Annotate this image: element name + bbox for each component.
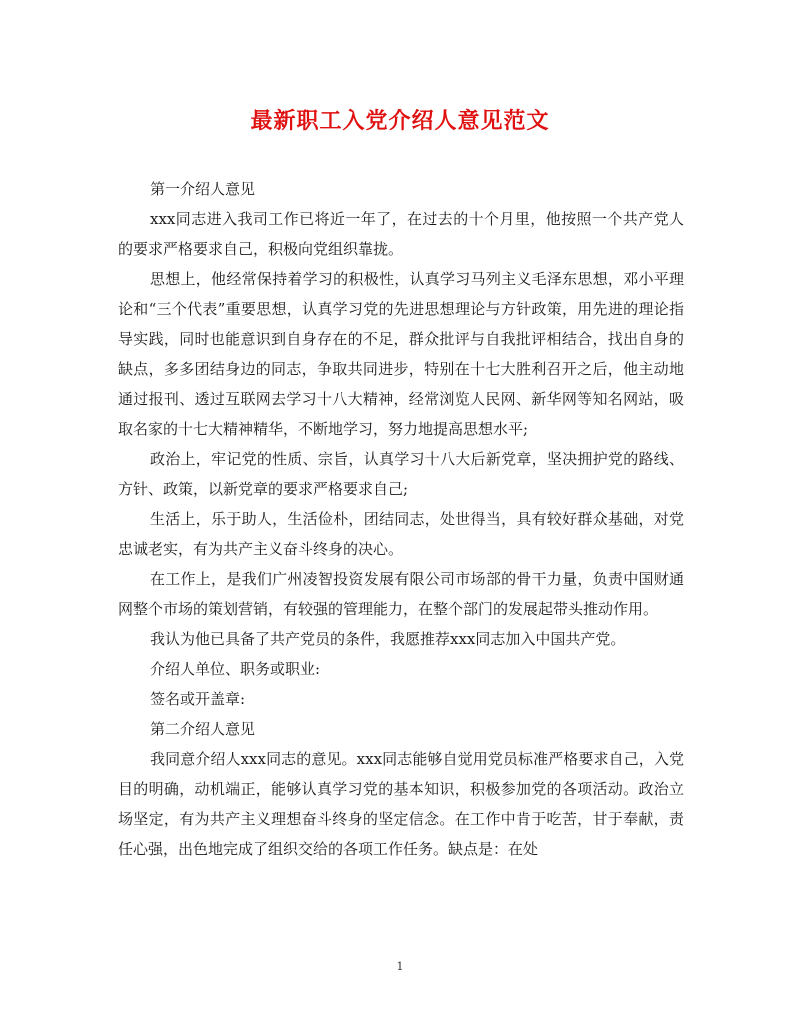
document-body bbox=[118, 174, 684, 864]
paragraph-ideology: 思想上，他经常保持着学习的积极性，认真学习马列主义毛泽东思想，邓小平理论和“三个代表”重要思想，认真学习党的先进思想理论与方针政策，用先进的理论指导实践，同时也能意识到自身存在的不足，群众批评与自我批评相结合，找出自身的缺点，多多团结身边的同志，争取共同进步，特别在十七大胜利召开之后，他主动地通过报刊、透过互联网去学习十八大精神，经常浏览人民网、新华网等知名网站，吸取名家的十七大精神精华，不断地学习，努力地提高思想水平; bbox=[118, 270, 684, 438]
paragraph-introducer-unit: 介绍人单位、职务或职业: bbox=[150, 660, 321, 678]
paragraph-recommendation: 我认为他已具备了共产党员的条件，我愿推荐xxx同志加入中国共产党。 bbox=[150, 630, 626, 648]
paragraph-work: 在工作上，是我们广州凌智投资发展有限公司市场部的骨干力量，负责中国财通网整个市场的策划营销，有较强的管理能力，在整个部门的发展起带头推动作用。 bbox=[118, 570, 684, 618]
paragraph-intro: xxx同志进入我司工作已将近一年了，在过去的十个月里，他按照一个共产党人的要求严格要求自己，积极向党组织靠拢。 bbox=[118, 210, 684, 258]
paragraph-life: 生活上，乐于助人，生活俭朴，团结同志，处世得当，具有较好群众基础，对党忠诚老实，有为共产主义奋斗终身的决心。 bbox=[118, 510, 684, 558]
paragraph-second-introducer-heading: 第二介绍人意见 bbox=[150, 720, 256, 738]
page-number: 1 bbox=[396, 960, 404, 973]
paragraph-signature: 签名或开盖章: bbox=[150, 690, 246, 708]
paragraph-second-opinion: 我同意介绍人xxx同志的意见。xxx同志能够自觉用党员标准严格要求自己，入党目的明确，动机端正，能够认真学习党的基本知识，积极参加党的各项活动。政治立场坚定，有为共产主义理想奋斗终身的坚定信念。在工作中肯于吃苦，甘于奉献，责任心强，出色地完成了组织交给的各项工作任务。缺点是：在处 bbox=[118, 750, 684, 858]
paragraph-first-introducer-heading: 第一介绍人意见 bbox=[150, 180, 256, 198]
document-title: 最新职工入党介绍人意见范文 bbox=[250, 108, 550, 134]
paragraph-politics: 政治上，牢记党的性质、宗旨，认真学习十八大后新党章，坚决拥护党的路线、方针、政策，以新党章的要求严格要求自己; bbox=[118, 450, 684, 498]
